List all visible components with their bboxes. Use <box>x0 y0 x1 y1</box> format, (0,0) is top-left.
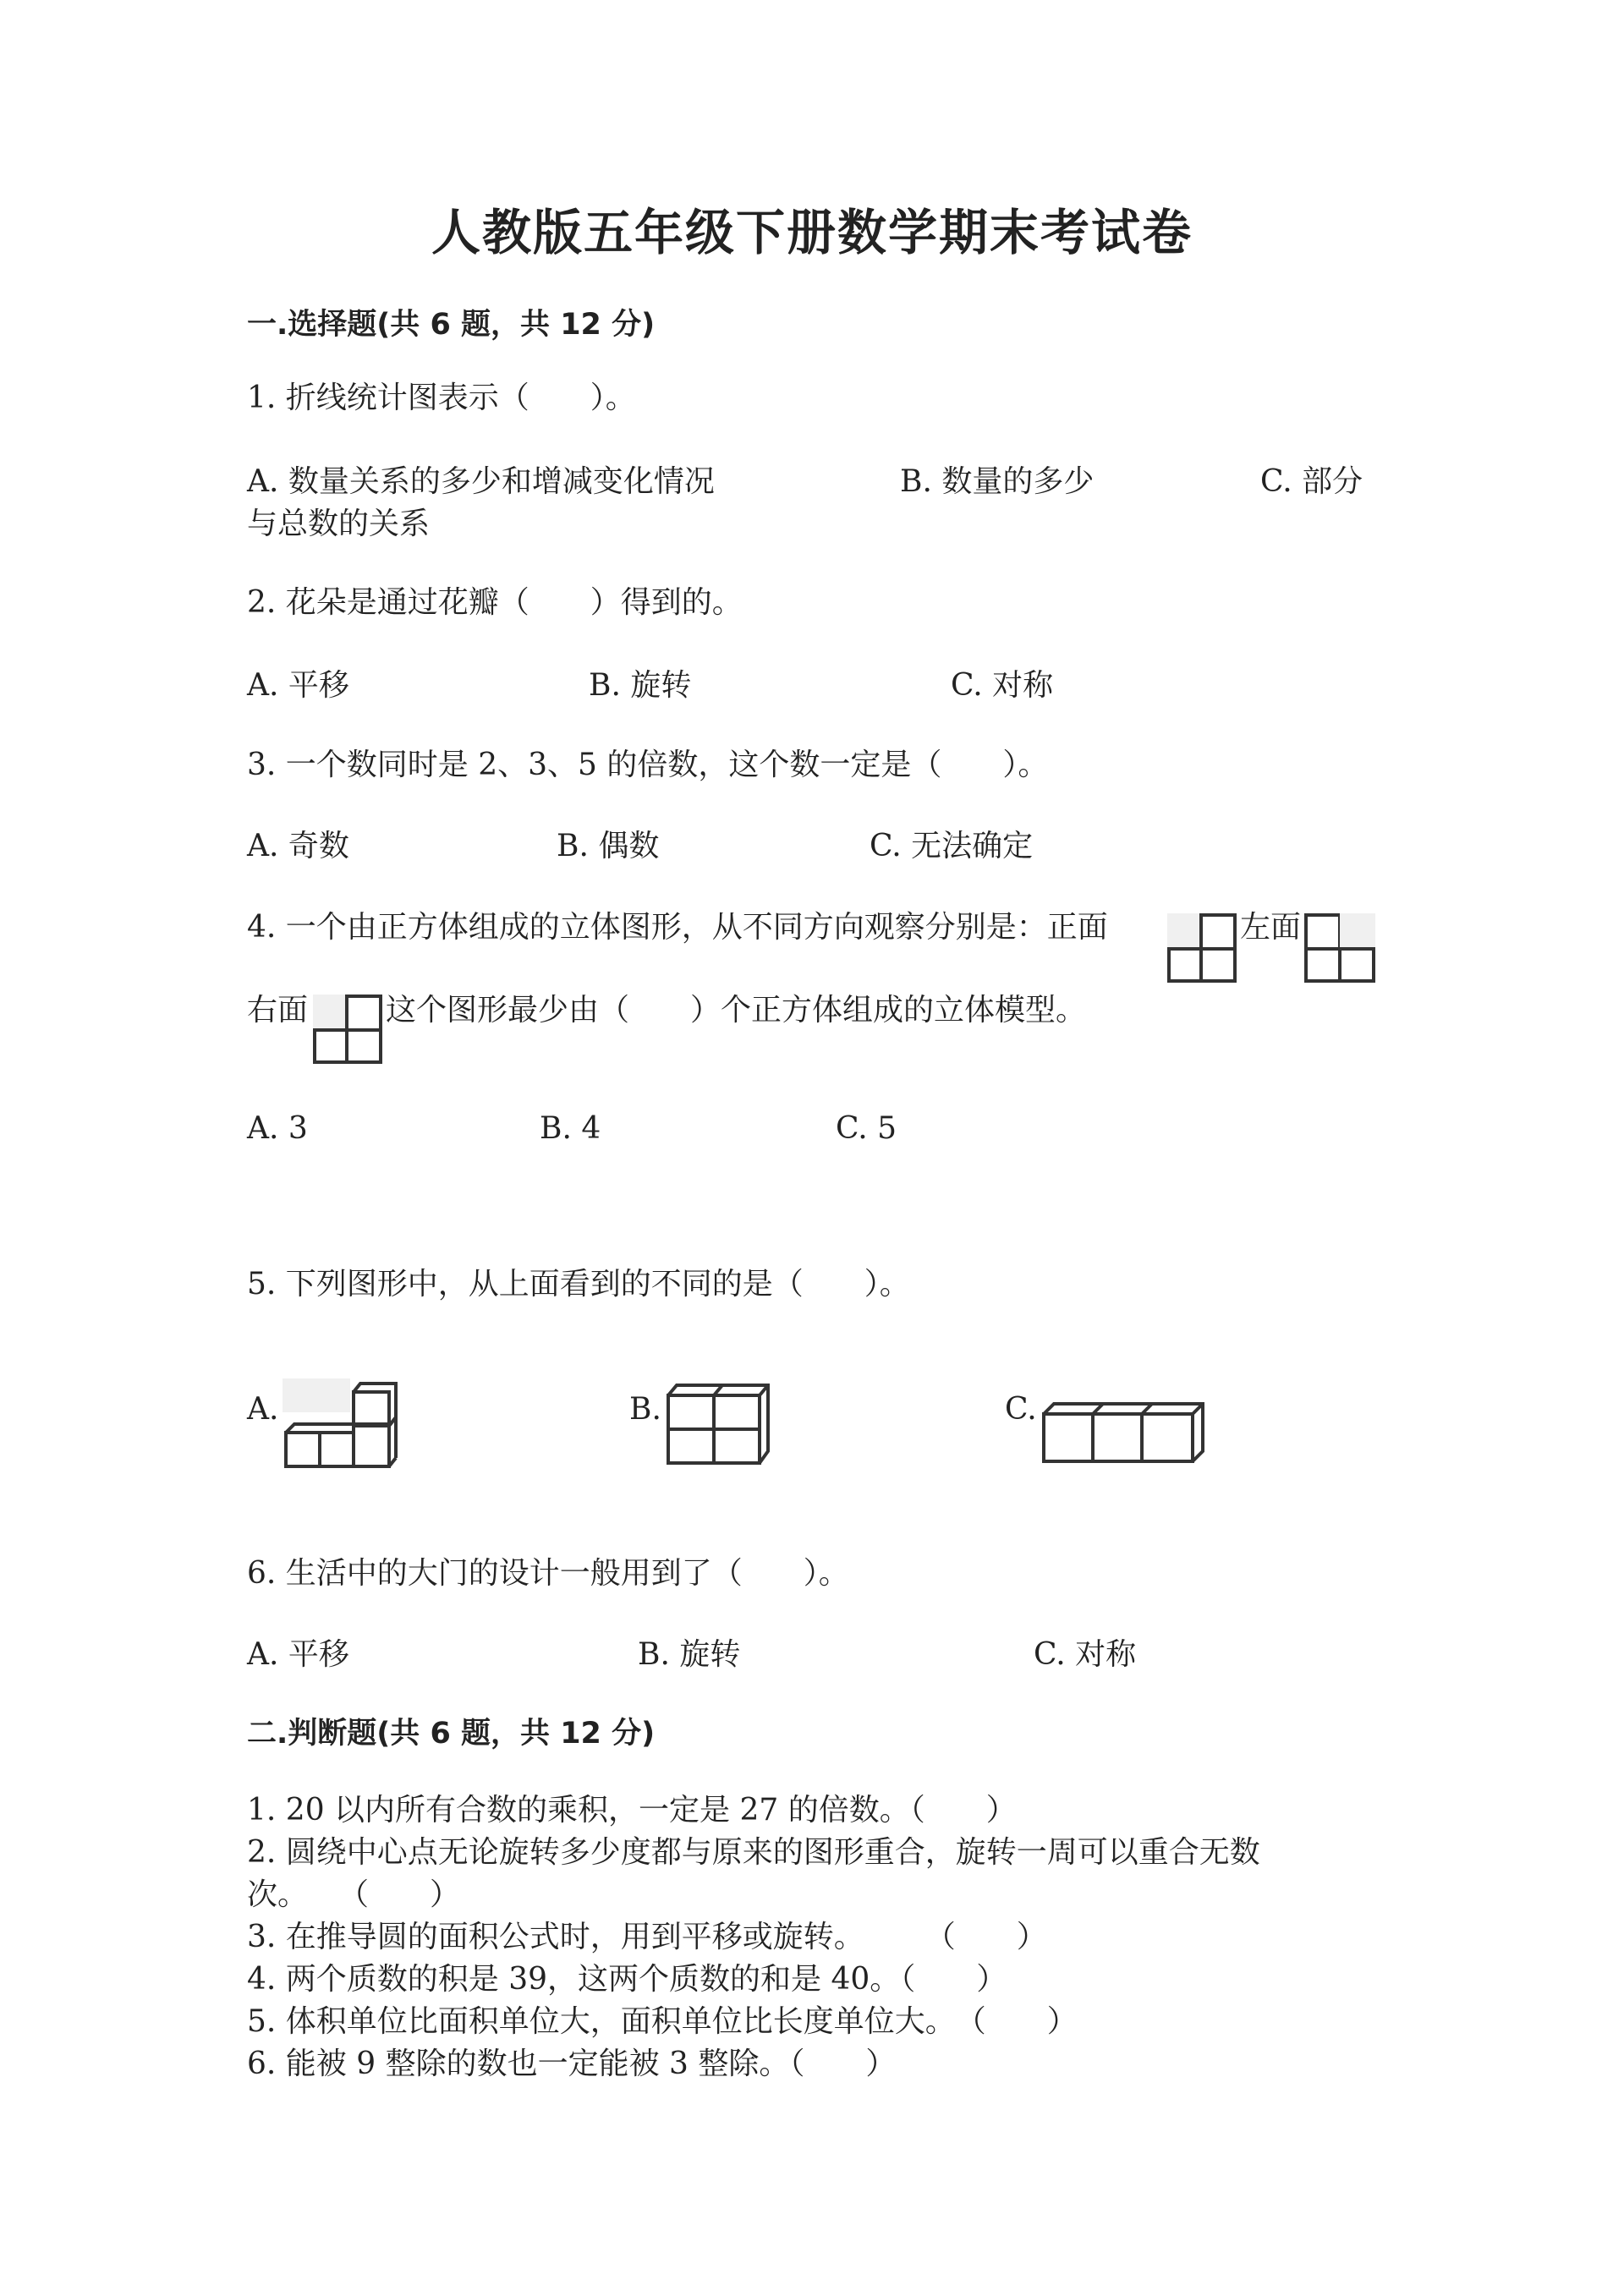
option-a-cube-figure <box>283 1378 401 1473</box>
question-3-stem: 3. 一个数同时是 2、3、5 的倍数，这个数一定是（ ）。 <box>247 748 1049 782</box>
question-5-option-a-label[interactable]: A. <box>247 1392 279 1427</box>
question-6-option-b[interactable]: B. 旋转 <box>638 1637 741 1672</box>
judgement-item-6: 6. 能被 9 整除的数也一定能被 3 整除。（ ） <box>247 2047 897 2081</box>
question-1-option-b[interactable]: B. 数量的多少 <box>900 464 1095 499</box>
question-5-option-c-label[interactable]: C. <box>1005 1392 1037 1427</box>
question-4-stem-part2: 左面 <box>1240 910 1302 945</box>
question-2-option-c[interactable]: C. 对称 <box>951 668 1054 703</box>
question-2-stem: 2. 花朵是通过花瓣（ ）得到的。 <box>247 585 743 620</box>
question-1-option-c[interactable]: C. 部分 <box>1260 464 1363 499</box>
question-4-stem-part1: 4. 一个由正方体组成的立体图形，从不同方向观察分别是：正面 <box>247 910 1108 945</box>
question-3-option-c[interactable]: C. 无法确定 <box>870 829 1034 863</box>
right-view-figure <box>313 995 387 1066</box>
question-6-option-c[interactable]: C. 对称 <box>1034 1637 1137 1672</box>
question-3-option-b[interactable]: B. 偶数 <box>557 829 660 863</box>
question-4-option-a[interactable]: A. 3 <box>247 1111 308 1146</box>
question-4-stem-part3: 右面 <box>247 993 309 1027</box>
question-6-stem: 6. 生活中的大门的设计一般用到了（ ）。 <box>247 1556 849 1591</box>
question-6-option-a[interactable]: A. 平移 <box>247 1637 349 1672</box>
option-c-cube-figure <box>1040 1400 1210 1468</box>
judgement-item-3: 3. 在推导圆的面积公式时，用到平移或旋转。 （ ） <box>247 1920 1047 1954</box>
judgement-item-5: 5. 体积单位比面积单位大，面积单位比长度单位大。 （ ） <box>247 2004 1078 2039</box>
question-2-option-b[interactable]: B. 旋转 <box>589 668 692 703</box>
question-4-stem-part4: 这个图形最少由（ ）个正方体组成的立体模型。 <box>386 993 1087 1027</box>
question-2-option-a[interactable]: A. 平移 <box>247 668 349 703</box>
judgement-item-2: 2. 圆绕中心点无论旋转多少度都与原来的图形重合，旋转一周可以重合无数 <box>247 1835 1260 1870</box>
section-heading-judgement: 二.判断题(共 6 题，共 12 分) <box>247 1717 656 1751</box>
judgement-item-1: 1. 20 以内所有合数的乘积，一定是 27 的倍数。（ ） <box>247 1793 1017 1827</box>
question-4-option-c[interactable]: C. 5 <box>836 1111 897 1146</box>
option-b-cube-figure <box>665 1378 775 1473</box>
question-5-stem: 5. 下列图形中，从上面看到的不同的是（ ）。 <box>247 1267 910 1301</box>
question-1-stem: 1. 折线统计图表示（ ）。 <box>247 381 636 415</box>
question-1-option-a[interactable]: A. 数量关系的多少和增减变化情况 <box>247 464 715 499</box>
judgement-item-4: 4. 两个质数的积是 39，这两个质数的和是 40。（ ） <box>247 1962 1007 1997</box>
question-4-option-b[interactable]: B. 4 <box>540 1111 601 1146</box>
section-heading-choice: 一.选择题(共 6 题，共 12 分) <box>247 308 656 342</box>
left-view-figure <box>1304 913 1380 984</box>
question-1-option-c-continuation: 与总数的关系 <box>247 507 431 541</box>
judgement-item-2-continuation: 次。 （ ） <box>247 1877 461 1912</box>
page-title: 人教版五年级下册数学期末考试卷 <box>431 204 1193 261</box>
question-5-option-b-label[interactable]: B. <box>629 1392 661 1427</box>
question-3-option-a[interactable]: A. 奇数 <box>247 829 349 863</box>
front-view-figure <box>1167 913 1242 984</box>
